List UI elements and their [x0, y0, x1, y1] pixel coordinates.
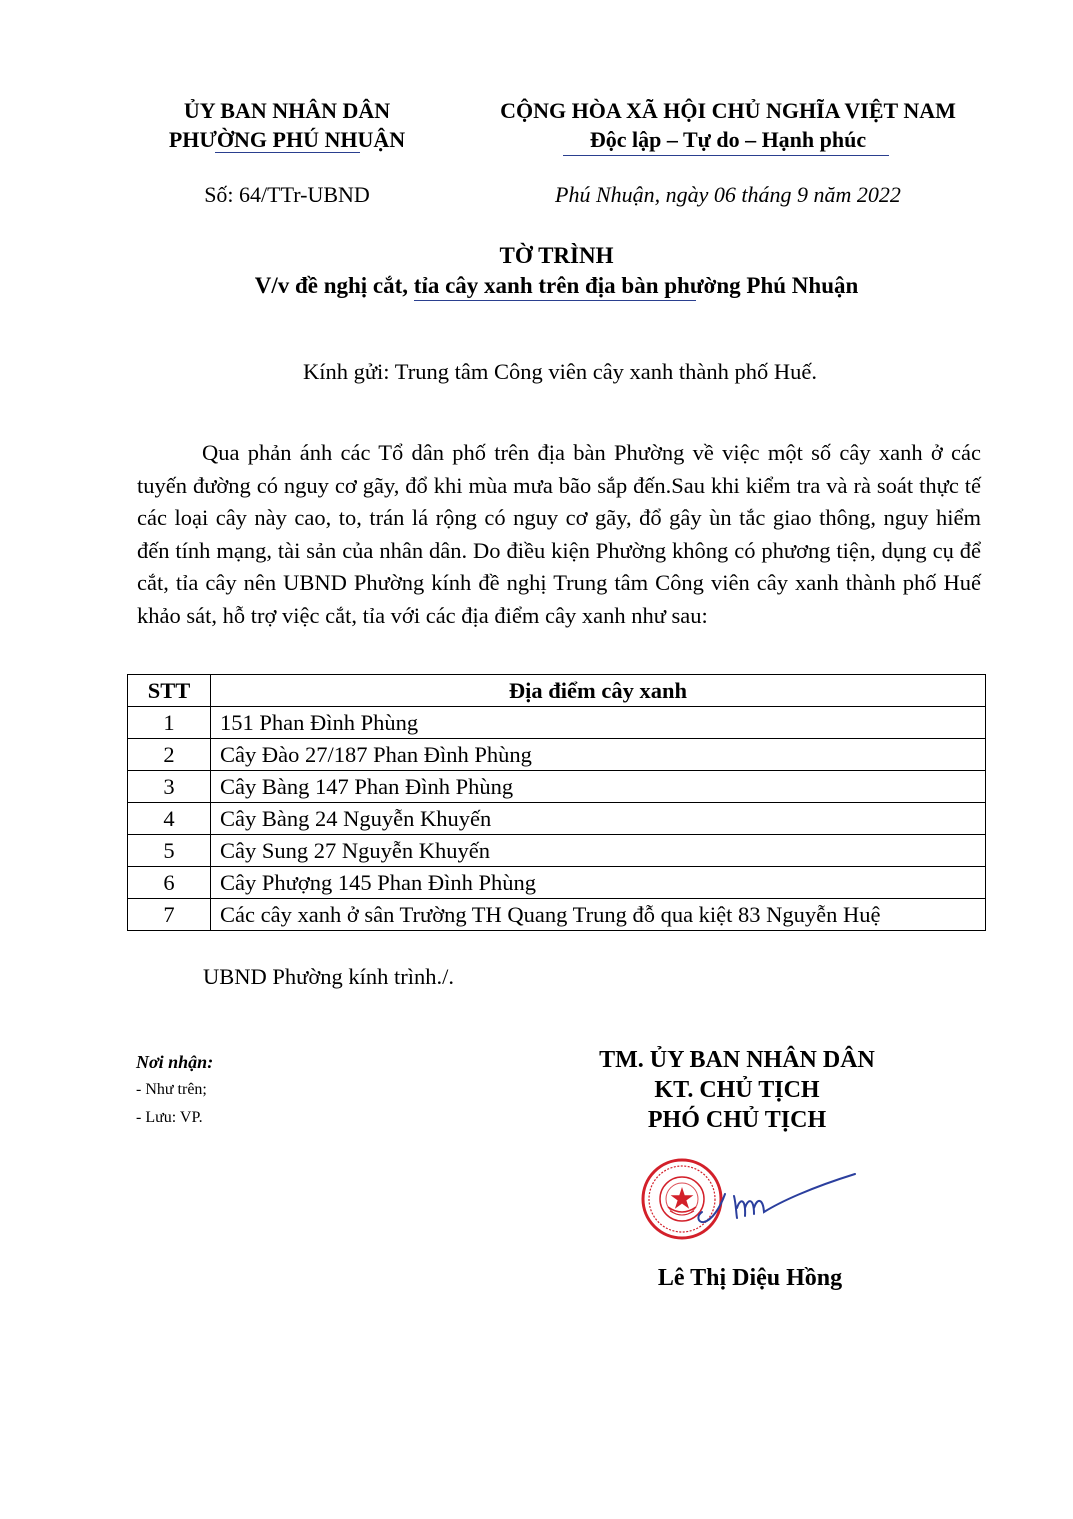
recipient-item: - Lưu: VP.: [136, 1109, 203, 1126]
column-header-stt: STT: [128, 675, 211, 707]
body-text: Qua phản ánh các Tổ dân phố trên địa bàn Phường về việc một số cây xanh ở các tuyến đường có nguy cơ gãy, đổ khi mùa mưa bão sắp đến.Sau khi kiểm tra và rà soát thực tế các loại cây này cao, to, trán lá rộng có nguy cơ gãy, đổ gây ùn tắc giao thông, nguy hiểm đến tính mạng, tài sản của nhân dân. Do điều kiện Phường không có phương tiện, dụng cụ để cắt, tỉa cây nên UBND Phường kính đề nghị Trung tâm Công viên cây xanh thành phố Huế khảo sát, hỗ trợ việc cắt, tỉa với các địa điểm cây xanh như sau:: [137, 440, 981, 628]
row-number: 6: [128, 867, 211, 899]
row-location: Cây Bàng 24 Nguyễn Khuyến: [211, 803, 986, 835]
closing-line: UBND Phường kính trình./.: [203, 964, 454, 989]
document-title: TỜ TRÌNH: [499, 243, 614, 268]
agency-underline: [215, 152, 360, 153]
place-date: Phú Nhuận, ngày 06 tháng 9 năm 2022: [555, 182, 901, 207]
table-row: [128, 835, 986, 867]
nation-name: CỘNG HÒA XÃ HỘI CHỦ NGHĨA VIỆT NAM: [500, 98, 956, 123]
row-location: Cây Phượng 145 Phan Đình Phùng: [211, 867, 986, 899]
row-location: Cây Bàng 147 Phan Đình Phùng: [211, 771, 986, 803]
signature-block: [560, 1045, 914, 1135]
signature-line-3: PHÓ CHỦ TỊCH: [647, 1107, 827, 1133]
table-header-row: [128, 675, 986, 707]
ward-name: PHƯỜNG PHÚ NHUẬN: [168, 127, 406, 152]
subject-underline: [414, 300, 696, 301]
row-number: 2: [128, 739, 211, 771]
tree-locations-table: [127, 674, 986, 931]
motto-underline: [563, 155, 889, 156]
agency-name: ỦY BAN NHÂN DÂN: [183, 98, 391, 123]
agency-block: [137, 96, 437, 154]
row-location: Cây Đào 27/187 Phan Đình Phùng: [211, 739, 986, 771]
row-number: 5: [128, 835, 211, 867]
recipients-block: [136, 1049, 213, 1130]
recipients-label: Nơi nhận:: [136, 1052, 214, 1072]
nation-block: [468, 96, 988, 154]
body-paragraph: [137, 437, 981, 632]
table-row: [128, 899, 986, 931]
row-location: Các cây xanh ở sân Trường TH Quang Trung đỗ qua kiệt 83 Nguyễn Huệ: [211, 899, 986, 931]
signature-line-2: KT. CHỦ TỊCH: [654, 1077, 820, 1103]
table-row: [128, 803, 986, 835]
recipient-line: Kính gửi: Trung tâm Công viên cây xanh thành phố Huế.: [302, 359, 818, 384]
row-number: 3: [128, 771, 211, 803]
table-row: [128, 867, 986, 899]
recipient-item: - Như trên;: [136, 1081, 207, 1098]
handwritten-signature-icon: [690, 1168, 865, 1233]
table-row: [128, 739, 986, 771]
row-location: 151 Phan Đình Phùng: [211, 707, 986, 739]
doc-number: Số: 64/TTr-UBND: [204, 182, 370, 207]
row-location: Cây Sung 27 Nguyễn Khuyến: [211, 835, 986, 867]
signature-line-1: TM. ỦY BAN NHÂN DÂN: [599, 1047, 875, 1073]
signer-name: Lê Thị Diệu Hồng: [657, 1265, 843, 1291]
document-subject: V/v đề nghị cắt, tỉa cây xanh trên địa bàn phường Phú Nhuận: [254, 273, 859, 298]
table-row: [128, 771, 986, 803]
row-number: 7: [128, 899, 211, 931]
table-row: [128, 707, 986, 739]
column-header-location: Địa điểm cây xanh: [211, 675, 986, 707]
nation-motto: Độc lập – Tự do – Hạnh phúc: [589, 127, 867, 152]
row-number: 1: [128, 707, 211, 739]
row-number: 4: [128, 803, 211, 835]
